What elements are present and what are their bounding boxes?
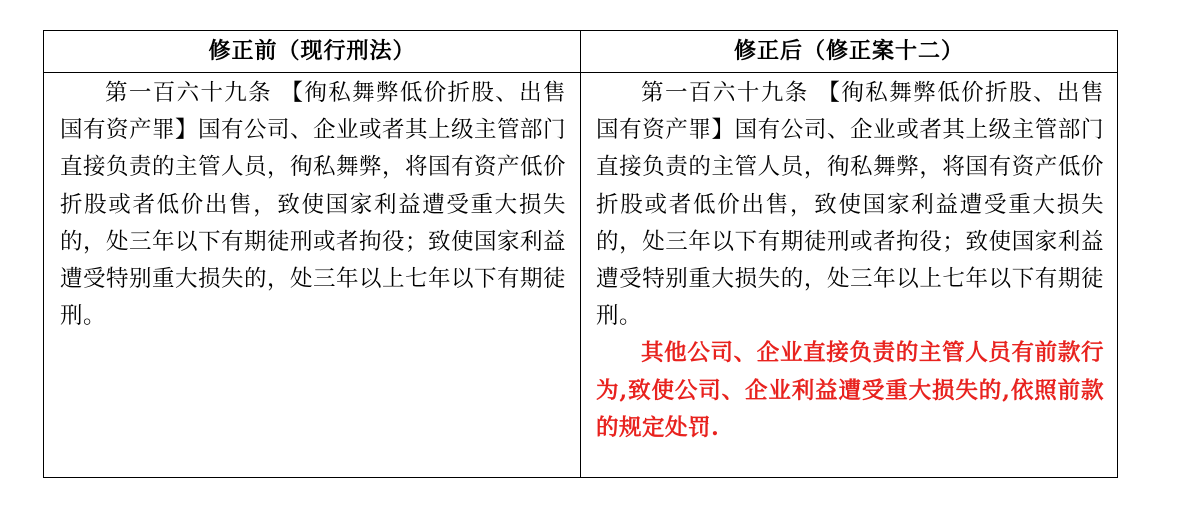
cell-after-amendment [596, 75, 1104, 447]
cell-before-amendment [60, 75, 566, 335]
article-text-after: 第一百六十九条 【徇私舞弊低价折股、出售国有资产罪】国有公司、企业或者其上级主管部门直接负责的主管人员，徇私舞弊，将国有资产低价折股或者低价出售，致使国家利益遭受重大损失的，处三年以下有期徒刑或者拘役；致使国家利益遭受特别重大损失的，处三年以上七年以下有期徒刑。 [596, 80, 1104, 330]
comparison-table [43, 30, 1118, 478]
added-paragraph: 其他公司、企业直接负责的主管人员有前款行为,致使公司、企业利益遭受重大损失的,依照前款的规定处罚. [596, 340, 1104, 441]
header-divider [44, 72, 1117, 73]
article-text-before: 第一百六十九条 【徇私舞弊低价折股、出售国有资产罪】国有公司、企业或者其上级主管部门直接负责的主管人员，徇私舞弊，将国有资产低价折股或者低价出售，致使国家利益遭受重大损失的，处三年以下有期徒刑或者拘役；致使国家利益遭受特别重大损失的，处三年以上七年以下有期徒刑。 [60, 80, 567, 330]
header-before-amendment: 修正前（现行刑法） [208, 38, 416, 64]
header-after-amendment: 修正后（修正案十二） [733, 38, 964, 64]
column-divider [580, 31, 581, 477]
